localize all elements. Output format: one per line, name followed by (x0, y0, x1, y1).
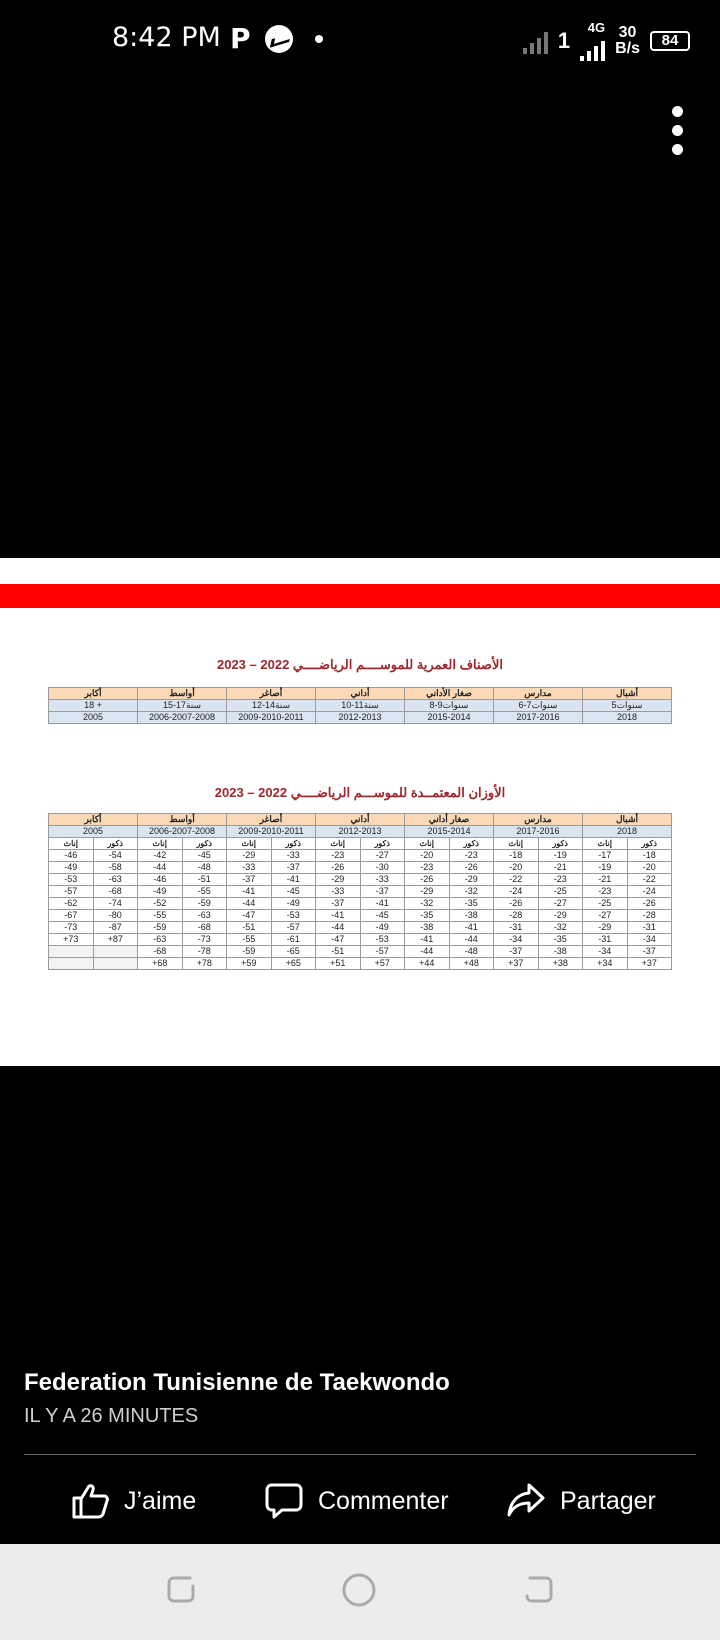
weight-cell: -35 (538, 934, 583, 946)
table-row (49, 898, 672, 910)
weight-cell: -37 (227, 874, 272, 886)
age-category-age: 18 + (49, 700, 138, 712)
weight-cell: -21 (538, 862, 583, 874)
weight-cell: -49 (49, 862, 94, 874)
weight-category-year: 2018 (583, 826, 672, 838)
weight-cell: -35 (449, 898, 494, 910)
weight-cell: -74 (93, 898, 138, 910)
weight-cell: -31 (583, 934, 628, 946)
weight-cell: -29 (538, 910, 583, 922)
weight-cell: -48 (449, 946, 494, 958)
weight-category-name: مدارس (494, 814, 583, 826)
sim-label: 1 (557, 27, 571, 53)
weight-cell: -26 (449, 862, 494, 874)
weight-category-year: 2009-2010-2011 (227, 826, 316, 838)
weight-cell: -68 (182, 922, 227, 934)
age-category-name: مدارس (494, 688, 583, 700)
weight-cell: -57 (360, 946, 405, 958)
weight-cell: -63 (93, 874, 138, 886)
age-category-name: أكابر (49, 688, 138, 700)
weight-cell: -44 (405, 946, 450, 958)
age-category-age: 12-14سنة (227, 700, 316, 712)
weight-cell: -20 (494, 862, 539, 874)
age-table-title: الأصناف العمرية للموســــم الرياضــــي 2022 – 2023 (216, 657, 503, 672)
weight-cell: -23 (405, 862, 450, 874)
weight-cell: -67 (49, 910, 94, 922)
status-right (523, 20, 690, 61)
messenger-icon (265, 25, 293, 53)
weight-category-year: 2006-2007-2008 (138, 826, 227, 838)
weight-cell: -20 (405, 850, 450, 862)
weight-category-year: 2017-2016 (494, 826, 583, 838)
like-label: J’aime (124, 1486, 197, 1515)
age-category-year: 2005 (49, 712, 138, 724)
weight-cell: +73 (49, 934, 94, 946)
weight-category-name: أداني (316, 814, 405, 826)
weight-cell: -55 (182, 886, 227, 898)
female-header: إناث (316, 838, 361, 850)
share-label: Partager (560, 1486, 656, 1515)
weight-cell: -38 (449, 910, 494, 922)
weight-cell: -37 (494, 946, 539, 958)
weight-cell: -25 (583, 898, 628, 910)
weight-cell: -28 (627, 910, 672, 922)
table-row (49, 850, 672, 862)
signal-icon-sim2 (580, 20, 605, 61)
female-header: إناث (494, 838, 539, 850)
weight-cell: +78 (182, 958, 227, 970)
weight-cell: -37 (316, 898, 361, 910)
weight-cell: -44 (449, 934, 494, 946)
weight-cell: -45 (182, 850, 227, 862)
comment-button[interactable] (264, 1476, 449, 1526)
weight-cell: -59 (182, 898, 227, 910)
weight-cell: +34 (583, 958, 628, 970)
weight-cell: -22 (627, 874, 672, 886)
weight-cell: +38 (538, 958, 583, 970)
table-row (49, 862, 672, 874)
age-category-name: صغار الأداني (405, 688, 494, 700)
table-row (49, 910, 672, 922)
male-header: ذكور (449, 838, 494, 850)
weight-category-name: أصاغر (227, 814, 316, 826)
weight-cell: -68 (93, 886, 138, 898)
weight-cell: +48 (449, 958, 494, 970)
weight-cell: -29 (316, 874, 361, 886)
post-image[interactable] (0, 558, 720, 1066)
weight-cell: -57 (271, 922, 316, 934)
share-icon (506, 1481, 546, 1521)
weight-cell: -34 (583, 946, 628, 958)
weight-cell: -29 (449, 874, 494, 886)
weight-cell: -17 (583, 850, 628, 862)
notification-icons (230, 22, 323, 55)
weight-category-year: 2015-2014 (405, 826, 494, 838)
male-header: ذكور (182, 838, 227, 850)
weight-cell: -38 (538, 946, 583, 958)
table-row (49, 874, 672, 886)
weight-cell: -59 (227, 946, 272, 958)
weight-cell: +51 (316, 958, 361, 970)
age-category-year: 2006-2007-2008 (138, 712, 227, 724)
weight-cell: -58 (93, 862, 138, 874)
weight-cell: -23 (316, 850, 361, 862)
weight-cell: -63 (138, 934, 183, 946)
weight-cell: -53 (49, 874, 94, 886)
weight-cell: +37 (494, 958, 539, 970)
age-category-name: أواسط (138, 688, 227, 700)
weight-cell: -51 (316, 946, 361, 958)
weight-cell: -29 (405, 886, 450, 898)
table-row (49, 922, 672, 934)
weight-category-year: 2005 (49, 826, 138, 838)
weight-cell: -57 (49, 886, 94, 898)
weight-cell: -38 (405, 922, 450, 934)
weight-cell: -33 (227, 862, 272, 874)
weight-cell: -51 (182, 874, 227, 886)
female-header: إناث (583, 838, 628, 850)
age-category-year: 2018 (583, 712, 672, 724)
post-time: IL Y A 26 MINUTES (24, 1405, 199, 1427)
back-icon[interactable] (522, 1572, 556, 1606)
male-header: ذكور (538, 838, 583, 850)
share-button[interactable] (506, 1476, 656, 1526)
weight-cell: -73 (182, 934, 227, 946)
age-category-year: 2009-2010-2011 (227, 712, 316, 724)
status-bar (0, 0, 720, 84)
weight-cell: -21 (583, 874, 628, 886)
weight-cell: -37 (627, 946, 672, 958)
weight-cell: -18 (494, 850, 539, 862)
network-type: 4G (587, 20, 606, 35)
weight-cell: -46 (138, 874, 183, 886)
weight-cell: -41 (360, 898, 405, 910)
weight-cell: -62 (49, 898, 94, 910)
weight-cell: -37 (271, 862, 316, 874)
recent-apps-icon[interactable] (164, 1572, 198, 1606)
weight-cell: +65 (271, 958, 316, 970)
weight-cell: -41 (405, 934, 450, 946)
weight-cell: -32 (405, 898, 450, 910)
weight-cell: -19 (538, 850, 583, 862)
weight-cell: -46 (49, 850, 94, 862)
age-category-name: أداني (316, 688, 405, 700)
weight-cell: +87 (93, 934, 138, 946)
weight-cell: -35 (405, 910, 450, 922)
weight-cell: -47 (316, 934, 361, 946)
weight-cell: -31 (494, 922, 539, 934)
weight-cell (49, 958, 94, 970)
weight-cell: -63 (182, 910, 227, 922)
weight-cell: -26 (316, 862, 361, 874)
weight-cell: -41 (316, 910, 361, 922)
weight-cell: -31 (627, 922, 672, 934)
age-category-age: 10-11سنة (316, 700, 405, 712)
weight-cell: -49 (360, 922, 405, 934)
weight-cell: -53 (271, 910, 316, 922)
table-row (49, 958, 672, 970)
weights-table-title: الأوزان المعتمــدة للموســـم الرياضــــي 2022 – 2023 (214, 785, 506, 800)
signal-icon-sim1 (523, 28, 548, 54)
weight-cell: -30 (360, 862, 405, 874)
page-name[interactable]: Federation Tunisienne de Taekwondo (24, 1369, 450, 1396)
male-header: ذكور (93, 838, 138, 850)
weight-cell (93, 958, 138, 970)
age-category-name: أصاغر (227, 688, 316, 700)
more-notifications-icon (315, 35, 323, 43)
weight-cell: -41 (227, 886, 272, 898)
weight-category-name: صغار أداني (405, 814, 494, 826)
weight-cell: -23 (449, 850, 494, 862)
table-row (49, 934, 672, 946)
age-category-age: 15-17سنة (138, 700, 227, 712)
weight-cell: -24 (627, 886, 672, 898)
weight-cell: -45 (360, 910, 405, 922)
age-category-age: 5سنوات (583, 700, 672, 712)
divider (24, 1454, 696, 1455)
weight-cell: -42 (138, 850, 183, 862)
age-category-name: أشبال (583, 688, 672, 700)
weight-cell: -49 (271, 898, 316, 910)
post-actions (0, 1476, 720, 1526)
table-row (49, 946, 672, 958)
weight-cell: -23 (538, 874, 583, 886)
weight-cell: -87 (93, 922, 138, 934)
weight-cell: -27 (583, 910, 628, 922)
weight-cell: -33 (271, 850, 316, 862)
weight-cell: -49 (138, 886, 183, 898)
female-header: إناث (49, 838, 94, 850)
weight-cell: -78 (182, 946, 227, 958)
male-header: ذكور (271, 838, 316, 850)
comment-label: Commenter (318, 1486, 449, 1515)
weight-cell: -22 (494, 874, 539, 886)
like-icon (70, 1481, 110, 1521)
weight-cell: -29 (583, 922, 628, 934)
net-speed: 30 B/s (615, 23, 640, 57)
weight-cell: +37 (627, 958, 672, 970)
comment-icon (264, 1481, 304, 1521)
table-row (49, 886, 672, 898)
weight-cell: -29 (227, 850, 272, 862)
weight-cell: -28 (494, 910, 539, 922)
weight-cell (93, 946, 138, 958)
weight-cell: -51 (227, 922, 272, 934)
male-header: ذكور (360, 838, 405, 850)
like-button[interactable] (70, 1476, 196, 1526)
weight-cell: -59 (138, 922, 183, 934)
weight-cell: -45 (271, 886, 316, 898)
weight-category-name: أشبال (583, 814, 672, 826)
weight-cell: -41 (271, 874, 316, 886)
weight-cell: -18 (627, 850, 672, 862)
weight-cell: -44 (138, 862, 183, 874)
weight-cell: -34 (494, 934, 539, 946)
weight-cell: -47 (227, 910, 272, 922)
weight-cell: -33 (360, 874, 405, 886)
weight-category-year: 2012-2013 (316, 826, 405, 838)
weight-cell: -65 (271, 946, 316, 958)
weight-cell: +57 (360, 958, 405, 970)
weight-cell: -25 (538, 886, 583, 898)
weight-cell: -55 (227, 934, 272, 946)
weight-cell: -61 (271, 934, 316, 946)
weight-cell: -52 (138, 898, 183, 910)
weight-cell: -32 (538, 922, 583, 934)
male-header: ذكور (627, 838, 672, 850)
more-icon[interactable] (672, 106, 684, 155)
weight-cell: -27 (538, 898, 583, 910)
weight-category-name: أكابر (49, 814, 138, 826)
home-icon[interactable] (341, 1572, 377, 1608)
age-category-year: 2017-2016 (494, 712, 583, 724)
weight-cell: -68 (138, 946, 183, 958)
weight-cell: -20 (627, 862, 672, 874)
female-header: إناث (227, 838, 272, 850)
weight-cell: -41 (449, 922, 494, 934)
red-banner (0, 584, 720, 608)
weight-cell: -33 (316, 886, 361, 898)
weight-cell: -26 (627, 898, 672, 910)
weight-cell: -55 (138, 910, 183, 922)
weight-cell (49, 946, 94, 958)
weight-cell: -37 (360, 886, 405, 898)
weight-cell: -48 (182, 862, 227, 874)
weight-cell: -80 (93, 910, 138, 922)
weight-cell: -32 (449, 886, 494, 898)
weight-cell: +44 (405, 958, 450, 970)
female-header: إناث (405, 838, 450, 850)
status-time: 8:42 PM (112, 22, 221, 53)
age-category-year: 2015-2014 (405, 712, 494, 724)
weight-cell: -34 (627, 934, 672, 946)
navigation-bar (0, 1544, 720, 1640)
weight-cell: -19 (583, 862, 628, 874)
weight-cell: -73 (49, 922, 94, 934)
weight-category-name: أواسط (138, 814, 227, 826)
age-category-age: 8-9سنوات (405, 700, 494, 712)
weight-cell: -26 (405, 874, 450, 886)
weights-table (48, 813, 672, 970)
age-category-year: 2012-2013 (316, 712, 405, 724)
weight-cell: -23 (583, 886, 628, 898)
weight-cell: -44 (227, 898, 272, 910)
weight-cell: -53 (360, 934, 405, 946)
age-category-age: 6-7سنوات (494, 700, 583, 712)
p-icon: P (230, 22, 251, 55)
battery-icon: 84 (650, 31, 690, 51)
age-categories-table (48, 687, 672, 724)
weight-cell: -24 (494, 886, 539, 898)
weight-cell: -54 (93, 850, 138, 862)
weight-cell: +68 (138, 958, 183, 970)
weight-cell: -26 (494, 898, 539, 910)
weight-cell: -27 (360, 850, 405, 862)
weight-cell: +59 (227, 958, 272, 970)
weight-cell: -44 (316, 922, 361, 934)
female-header: إناث (138, 838, 183, 850)
